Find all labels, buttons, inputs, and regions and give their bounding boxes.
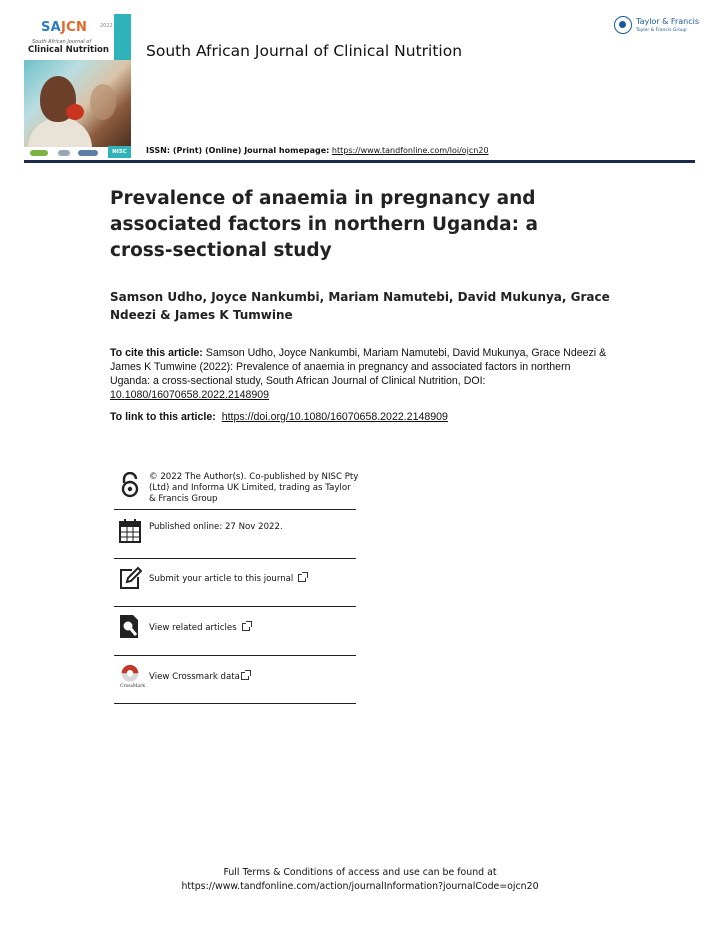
divider bbox=[114, 703, 356, 704]
article-link-label: To link to this article: bbox=[110, 411, 216, 423]
submit-article-label: Submit your article to this journal bbox=[149, 574, 294, 584]
article-doi-url[interactable]: https://doi.org/10.1080/16070658.2022.2148909 bbox=[221, 411, 448, 423]
partner-logo bbox=[58, 150, 70, 156]
journal-homepage-link[interactable]: https://www.tandfonline.com/loi/ojcn20 bbox=[331, 146, 489, 155]
footer-terms-url[interactable]: https://www.tandfonline.com/action/journalInformation?journalCode=ojcn20 bbox=[181, 881, 539, 892]
crossmark-label: View Crossmark data bbox=[149, 672, 240, 682]
article-title: Prevalence of anaemia in pregnancy and associated factors in northern Uganda: a cross-sectional study bbox=[110, 188, 538, 261]
issn-line bbox=[146, 146, 489, 155]
cover-photo bbox=[24, 60, 131, 147]
crossmark-icon-label: CrossMark bbox=[120, 684, 146, 689]
header-divider bbox=[24, 160, 695, 163]
taylor-francis-icon bbox=[614, 16, 632, 34]
footer bbox=[0, 866, 720, 894]
open-access-row bbox=[114, 472, 359, 508]
cover-header bbox=[24, 14, 131, 60]
nisc-badge: NISC bbox=[108, 146, 131, 158]
citation-text: Samson Udho, Joyce Nankumbi, Mariam Namutebi, David Mukunya, Grace Ndeezi & James K Tumwine (2022): Prevalence of anaemia in pregnancy and associated factors in northern Uganda: a cross-sectional study, South African Journal of Clinical Nutrition, DOI: bbox=[110, 347, 607, 387]
taylor-francis-logo[interactable] bbox=[614, 16, 698, 38]
divider bbox=[114, 558, 356, 559]
cover-photo-apple bbox=[66, 104, 84, 120]
edit-icon bbox=[118, 566, 142, 592]
published-date: Published online: 27 Nov 2022. bbox=[149, 522, 283, 532]
cover-year: 2022 bbox=[100, 23, 113, 29]
open-access-icon bbox=[118, 472, 142, 498]
related-articles-link[interactable] bbox=[149, 622, 359, 634]
divider bbox=[114, 509, 356, 510]
article-authors: Samson Udho, Joyce Nankumbi, Mariam Namutebi, David Mukunya, Grace Ndeezi & James K Tumwine bbox=[110, 290, 610, 322]
submit-article-link[interactable] bbox=[149, 573, 359, 585]
publisher-name: Taylor & Francis bbox=[636, 17, 699, 26]
publisher-group: Taylor & Francis Group bbox=[636, 28, 687, 33]
related-articles-label: View related articles bbox=[149, 623, 237, 633]
published-row bbox=[114, 518, 356, 544]
related-articles-row[interactable] bbox=[114, 614, 356, 640]
crossmark-link[interactable] bbox=[149, 671, 359, 683]
cover-title: Clinical Nutrition bbox=[28, 45, 109, 55]
cover-photo-background-child bbox=[90, 84, 116, 120]
issn-label: ISSN: (Print) (Online) Journal homepage: bbox=[146, 146, 330, 155]
journal-cover[interactable] bbox=[24, 14, 131, 158]
external-link-icon bbox=[241, 672, 249, 680]
partner-logo bbox=[78, 150, 98, 156]
divider bbox=[114, 655, 356, 656]
submit-article-row[interactable] bbox=[114, 566, 356, 592]
cover-subtitle: South African Journal of bbox=[32, 39, 92, 45]
copyright-text: © 2022 The Author(s). Co-published by NISC Pty (Ltd) and Informa UK Limited, trading as Taylor & Francis Group bbox=[149, 472, 359, 504]
crossmark-row[interactable] bbox=[114, 664, 356, 692]
cover-photo-shirt bbox=[28, 118, 92, 148]
journal-title: South African Journal of Clinical Nutrition bbox=[146, 42, 463, 60]
citation-block bbox=[110, 346, 610, 402]
doi-link[interactable]: 10.1080/16070658.2022.2148909 bbox=[110, 389, 270, 401]
cover-accent-strip bbox=[114, 14, 131, 60]
partner-logo bbox=[30, 150, 48, 156]
external-link-icon bbox=[298, 574, 306, 582]
footer-terms-text: Full Terms & Conditions of access and use can be found at bbox=[223, 867, 497, 878]
cover-logo: SAJCN bbox=[41, 20, 88, 35]
search-document-icon bbox=[118, 614, 142, 640]
citation-label: To cite this article: bbox=[110, 347, 203, 359]
external-link-icon bbox=[242, 623, 250, 631]
article-link-line bbox=[110, 411, 610, 423]
calendar-icon bbox=[118, 518, 142, 544]
divider bbox=[114, 606, 356, 607]
